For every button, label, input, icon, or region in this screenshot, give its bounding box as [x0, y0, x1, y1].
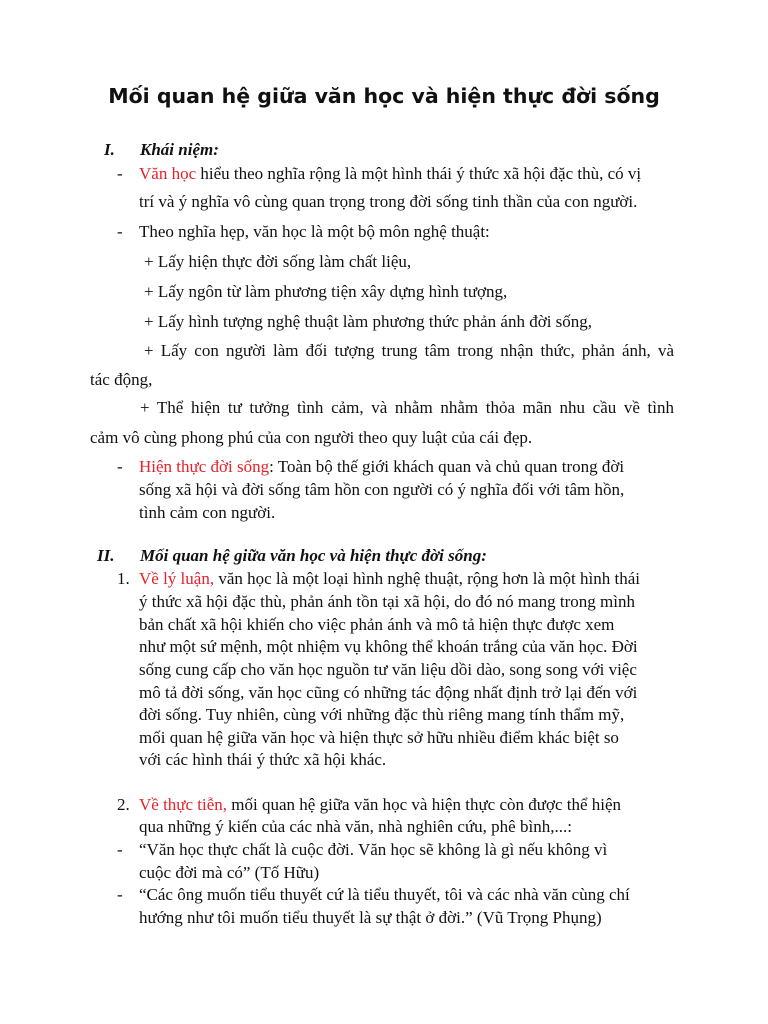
- section-1-number: I.: [104, 140, 115, 159]
- text-line: qua những ý kiến của các nhà văn, nhà nghiên cứu, phê bình,...:: [139, 817, 572, 836]
- definition-line: [139, 164, 641, 184]
- text-line: sống xã hội và đời sống tâm hồn con người có ý nghĩa đối với tâm hồn,: [139, 480, 625, 499]
- text-line: bản chất xã hội khiến cho việc phản ánh và mô tả hiện thực được xem: [139, 615, 615, 634]
- list-number: 1.: [117, 569, 130, 588]
- text: mối quan hệ giữa văn học và hiện thực còn được thể hiện: [227, 795, 622, 814]
- term-ve-thuc-tien: Về thực tiễn,: [139, 795, 228, 814]
- definition-line: [139, 457, 624, 477]
- section-2-heading: Mối quan hệ giữa văn học và hiện thực đời sống:: [140, 546, 487, 565]
- bullet-dash: -: [117, 885, 123, 904]
- text-line: Theo nghĩa hẹp, văn học là một bộ môn nghệ thuật:: [139, 222, 490, 241]
- plus-item: + Lấy ngôn từ làm phương tiện xây dựng hình tượng,: [144, 282, 508, 301]
- quote-line: “Các ông muốn tiểu thuyết cứ là tiểu thuyết, tôi và các nhà văn cùng chí: [139, 885, 630, 904]
- term-van-hoc: Văn học: [139, 164, 197, 183]
- text-line: mối quan hệ giữa văn học và hiện thực sở hữu nhiều điểm khác biệt so: [139, 728, 619, 747]
- section-2-number: II.: [97, 546, 115, 565]
- quote-line: “Văn học thực chất là cuộc đời. Văn học sẽ không là gì nếu không vì: [139, 840, 608, 859]
- text-line: sống cung cấp cho văn học nguồn tư văn liệu dồi dào, song song với việc: [139, 660, 637, 679]
- list-number: 2.: [117, 795, 130, 814]
- plus-item: + Thể hiện tư tưởng tình cảm, và nhằm nhằm thỏa mãn nhu cầu về tình: [140, 398, 674, 417]
- text: hiểu theo nghĩa rộng là một hình thái ý thức xã hội đặc thù, có vị: [196, 164, 642, 183]
- text-line: trí và ý nghĩa vô cùng quan trọng trong đời sống tinh thần của con người.: [139, 192, 638, 211]
- plus-item: + Lấy con người làm đối tượng trung tâm trong nhận thức, phản ánh, và: [144, 341, 674, 360]
- plus-item: + Lấy hiện thực đời sống làm chất liệu,: [144, 252, 412, 271]
- plus-item: + Lấy hình tượng nghệ thuật làm phương thức phản ánh đời sống,: [144, 312, 593, 331]
- text-line: như một sứ mệnh, một nhiệm vụ không thể khoán trắng của văn học. Đời: [139, 637, 638, 656]
- text-line: đời sống. Tuy nhiên, cùng với những đặc thù riêng mang tính thẩm mỹ,: [139, 705, 625, 724]
- term-hien-thuc: Hiện thực đời sống: [139, 457, 270, 476]
- bullet-dash: -: [117, 222, 123, 241]
- text-line: với các hình thái ý thức xã hội khác.: [139, 750, 387, 769]
- text: : Toàn bộ thế giới khách quan và chủ quan trong đời: [269, 457, 625, 476]
- section-1-heading: Khái niệm:: [140, 140, 219, 159]
- text-line: tình cảm con người.: [139, 503, 276, 522]
- plus-item-continuation: tác động,: [90, 370, 153, 389]
- definition-line: [139, 569, 640, 589]
- text-line: mô tả đời sống, văn học cũng có những tác động nhất định trở lại đến với: [139, 683, 638, 702]
- bullet-dash: -: [117, 840, 123, 859]
- page-title: Mối quan hệ giữa văn học và hiện thực đời sống: [108, 84, 660, 108]
- term-ve-ly-luan: Về lý luận,: [139, 569, 215, 588]
- bullet-dash: -: [117, 164, 123, 183]
- text-line: ý thức xã hội đặc thù, phản ánh tồn tại xã hội, do đó nó mang trong mình: [139, 592, 635, 611]
- definition-line: [139, 795, 621, 815]
- quote-line: hướng như tôi muốn tiểu thuyết là sự thật ở đời.” (Vũ Trọng Phụng): [139, 908, 602, 927]
- bullet-dash: -: [117, 457, 123, 476]
- plus-item-continuation: cảm vô cùng phong phú của con người theo quy luật của cái đẹp.: [90, 428, 533, 447]
- text: văn học là một loại hình nghệ thuật, rộng hơn là một hình thái: [214, 569, 640, 588]
- quote-line: cuộc đời mà có” (Tố Hữu): [139, 863, 320, 882]
